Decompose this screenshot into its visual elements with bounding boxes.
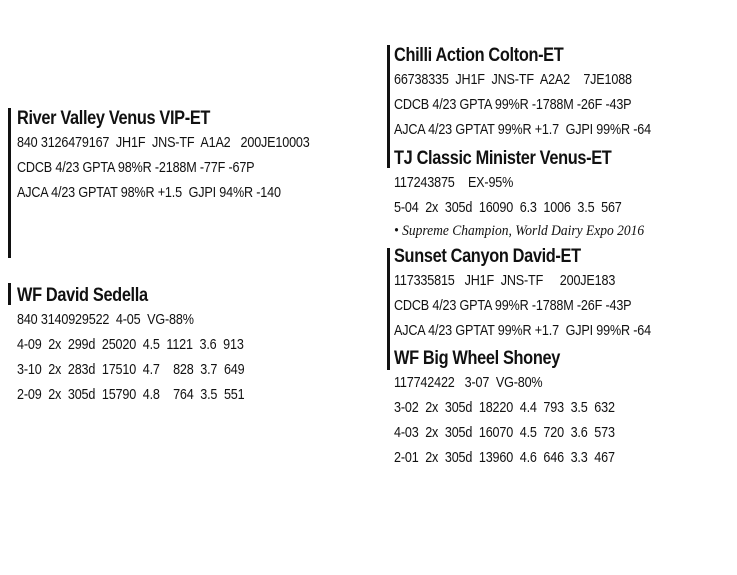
sire-sire-cdcb-line: CDCB 4/23 GPTA 99%R -1788M -26F -43P xyxy=(394,96,632,113)
dam-sire-cdcb-line: CDCB 4/23 GPTA 99%R -1788M -26F -43P xyxy=(394,297,632,314)
dam-name: WF David Sedella xyxy=(17,285,148,306)
dam-bracket xyxy=(8,283,11,305)
dam-dam-record-line: 2-01 2x 305d 13960 4.6 646 3.3 467 xyxy=(394,449,615,466)
sire-dam-name: TJ Classic Minister Venus-ET xyxy=(394,148,612,169)
sire-dam-entry xyxy=(394,148,672,242)
dam-sire-name: Sunset Canyon David-ET xyxy=(394,246,581,267)
dam-record-line: 3-10 2x 283d 17510 4.7 828 3.7 649 xyxy=(17,361,245,378)
dam-dam-entry xyxy=(394,348,657,470)
dam-sire-id-line: 117335815 JH1F JNS-TF 200JE183 xyxy=(394,272,616,289)
dam-id-line: 840 3140929522 4-05 VG-88% xyxy=(17,311,194,328)
sire-id-line: 840 3126479167 JH1F JNS-TF A1A2 200JE10003 xyxy=(17,134,310,151)
dam-entry xyxy=(17,285,288,407)
sire-entry xyxy=(17,108,365,205)
sire-cdcb-line: CDCB 4/23 GPTA 98%R -2188M -77F -67P xyxy=(17,159,255,176)
sire-sire-entry xyxy=(394,45,700,142)
sire-sire-id-line: 66738335 JH1F JNS-TF A2A2 7JE1088 xyxy=(394,71,632,88)
sire-sire-ajca-line: AJCA 4/23 GPTAT 99%R +1.7 GJPI 99%R -64 xyxy=(394,121,651,138)
sire-dam-award-note: • Supreme Champion, World Dairy Expo 2016 xyxy=(394,223,645,239)
dam-sire-entry xyxy=(394,246,700,343)
dam-record-line: 2-09 2x 305d 15790 4.8 764 3.5 551 xyxy=(17,386,245,403)
dam-dam-id-line: 117742422 3-07 VG-80% xyxy=(394,374,543,391)
dam-record-line: 4-09 2x 299d 25020 4.5 1121 3.6 913 xyxy=(17,336,244,353)
dam-dam-record-line: 3-02 2x 305d 18220 4.4 793 3.5 632 xyxy=(394,399,615,416)
dam-dam-record-line: 4-03 2x 305d 16070 4.5 720 3.6 573 xyxy=(394,424,615,441)
dam-dam-name: WF Big Wheel Shoney xyxy=(394,348,560,369)
dam-dam-bracket xyxy=(387,348,390,370)
dam-sire-ajca-line: AJCA 4/23 GPTAT 99%R +1.7 GJPI 99%R -64 xyxy=(394,322,651,339)
sire-bracket xyxy=(8,108,11,258)
sire-sire-name: Chilli Action Colton-ET xyxy=(394,45,564,66)
sire-dam-id-line: 117243875 EX-95% xyxy=(394,174,514,191)
sire-ajca-line: AJCA 4/23 GPTAT 98%R +1.5 GJPI 94%R -140 xyxy=(17,184,281,201)
sire-dam-bracket xyxy=(387,148,390,168)
sire-dam-record-line: 5-04 2x 305d 16090 6.3 1006 3.5 567 xyxy=(394,199,622,216)
sire-name: River Valley Venus VIP-ET xyxy=(17,108,211,129)
sire-sire-bracket xyxy=(387,45,390,165)
